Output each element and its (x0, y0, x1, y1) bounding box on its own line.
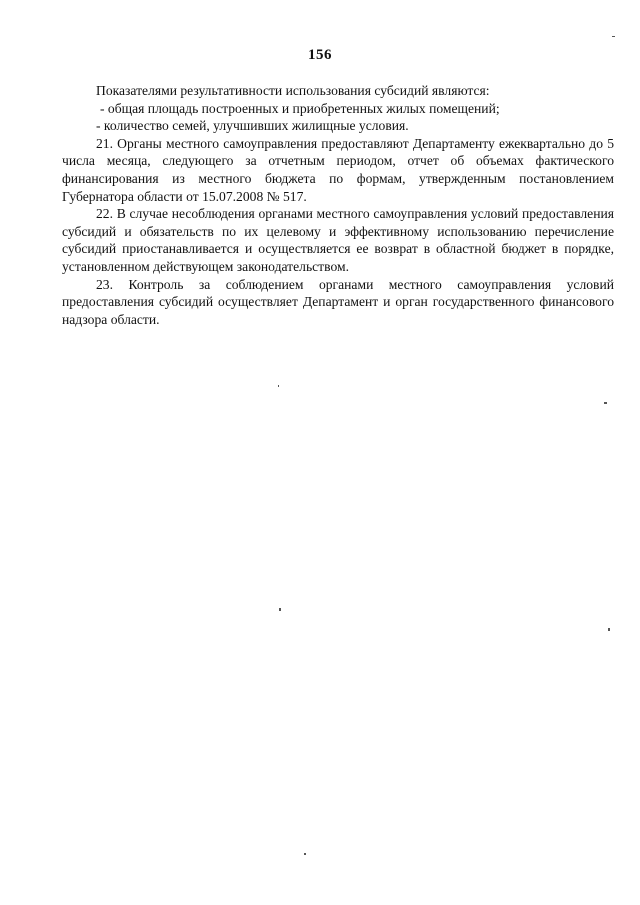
indicator-item: - общая площадь построенных и приобретенных жилых помещений; (100, 100, 500, 116)
indicator-item: - количество семей, улучшивших жилищные условия. (96, 118, 409, 134)
scan-speck (612, 36, 615, 37)
scan-speck (279, 608, 281, 611)
scan-speck (304, 853, 306, 855)
paragraph-21: 21. Органы местного самоуправления предоставляют Департаменту ежеквартально до 5 числа месяца, следующего за отчетным периодом, отчет об объемах фактического финансирования из местного бюджета по формам, утвержденным постановлением Губернатора области от 15.07.2008 № 517. (62, 135, 614, 204)
paragraph-22: 22. В случае несоблюдения органами местного самоуправления условий предоставления субсидий и обязательств по их целевому и эффективному использованию перечисление субсидий приостанавливается и осуществляется ее возврат в областной бюджет в порядке, установленном действующем законодательством. (62, 206, 614, 274)
scan-speck (278, 385, 279, 387)
paragraph-23: 23. Контроль за соблюдением органами местного самоуправления условий предоставления субсидий осуществляет Департамент и орган государственного финансового надзора области. (62, 276, 614, 327)
scan-speck (608, 628, 610, 631)
scan-speck (604, 402, 607, 404)
indicators-intro: Показателями результативности использования субсидий являются: (96, 83, 490, 98)
page-number: 156 (308, 47, 332, 63)
document-body (62, 82, 614, 328)
